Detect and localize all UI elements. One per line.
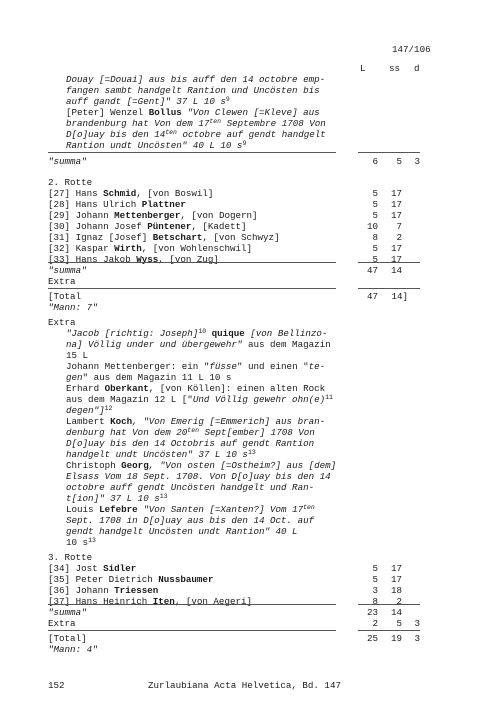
amount-l: 3 [372,585,378,596]
extra-label: Extra [48,276,76,287]
section-title: 3. Rotte [48,552,93,563]
amount-ss: 17 [390,243,402,254]
amount-ss: 17 [390,574,402,585]
total-l: 25 [366,633,378,644]
amount-l: 10 [366,221,378,232]
extra-ss: 5 [396,618,402,629]
text-line: Elsass Vom 18 Sept. 1708. Von D[o]uay bis den 14 [66,471,331,482]
text-line: octobre auff gendt Uncösten handgelt und Ran- [66,482,315,493]
amount-ss: 2 [396,232,402,243]
total-d: 3 [414,633,420,644]
text-line: [Peter] Wenzel Bollus "Von Clewen [=Kleve] aus [66,107,320,118]
summa-label: "summa" [48,265,87,276]
text-line: Johann Mettenberger: ein "füsse" und einen "te- [66,361,326,372]
text-line: Louis Lefebre "Von Santen [=Xanten?] Vom $17^{ten}$ [66,504,315,515]
column-header-d: d [414,63,420,74]
total-l: 47 [366,291,378,302]
text-line: 15 L [66,350,89,361]
amount-l: 5 [372,188,378,199]
sum-divider [358,630,420,631]
amount-ss: 17 [390,254,402,265]
roster-entry: [36] Johann Triessen [48,585,159,596]
text-line: D[o]uay bis den $14^{ten}$ octobre auf gendt handgelt [66,129,326,140]
text-line: Douay [=Douai] aus bis auff den 14 octobre emp- [66,74,326,85]
roster-entry: [33] Hans Jakob Wyss, [von Zug] [48,254,219,265]
extra-label: Extra [48,618,76,629]
amount-l: 5 [372,563,378,574]
amount-l: 8 [372,596,378,607]
page-reference: 147/106 [392,44,431,55]
total-label: [Total [48,291,82,302]
roster-entry: [28] Hans Ulrich Plattner [48,199,186,210]
text-line: na] Völlig under und übergewehr" aus dem Magazin [66,339,331,350]
roster-entry: [29] Johann Mettenberger, [von Dogern] [48,210,258,221]
sum-divider [358,152,420,153]
text-line: Erhard Oberkant, [von Köllen]: einen alten Rock [66,383,326,394]
mann-count: "Mann: 4" [48,644,98,655]
summa-ss: 5 [396,156,402,167]
summa-l: 6 [372,156,378,167]
amount-ss: 2 [396,596,402,607]
amount-ss: 17 [390,563,402,574]
extra-title: Extra [48,317,76,328]
text-line: "Jacob [richtig: Joseph]$^{10}$ quique [von Bellinzo- [66,328,328,339]
summa-label: "summa" [48,156,87,167]
column-header-ss: ss [389,63,401,74]
total-ss: 19 [390,633,402,644]
text-line: Lambert Koch, "Von Emerig [=Emmerich] aus bran- [66,416,326,427]
roster-entry: [30] Johann Josef Püntener, [Kadett] [48,221,247,232]
amount-ss: 17 [390,188,402,199]
divider [48,288,336,289]
text-line: gendt handgelt Uncösten undt Rantion" 40 L [66,526,298,537]
summa-d: 3 [414,156,420,167]
summa-ss: 14 [390,607,402,618]
text-line: t[ion]" 37 L 10 $s^{13}$ [66,493,168,504]
roster-entry: [31] Ignaz [Josef] Betschart, [von Schwyz] [48,232,280,243]
amount-l: 5 [372,210,378,221]
text-line: Rantion undt Uncösten" 40 L 10 $s^9$ [66,140,247,151]
running-footer: Zurlaubiana Acta Helvetica, Bd. 147 [148,680,341,691]
extra-l: 2 [372,618,378,629]
text-line: D[o]uay bis den 14 Octobris auf gendt Rantion [66,438,315,449]
amount-l: 8 [372,232,378,243]
amount-ss: 18 [390,585,402,596]
sum-divider [358,288,420,289]
divider [48,152,336,153]
text-line: Sept. 1708 in D[o]uay aus bis den 14 Oct. auf [66,515,315,526]
divider [48,630,336,631]
amount-ss: 17 [390,199,402,210]
amount-l: 5 [372,574,378,585]
extra-d: 3 [414,618,420,629]
sum-divider [358,604,420,605]
summa-l: 23 [366,607,378,618]
total-label: [Total] [48,633,87,644]
text-line: fangen sambt handgelt Rantion und Uncösten bis [66,85,320,96]
amount-ss: 17 [390,210,402,221]
text-line: aus dem Magazin 12 L ["Und Völlig gewehr $ohn(e)^{11}$ [66,394,333,405]
text-line: auff gandt [=Gent]" 37 L 10 $s^9$ [66,96,230,107]
text-line: degen"]$^{12}$ [66,405,113,416]
text-line: gen" aus dem Magazin 11 L 10 s [66,372,232,383]
text-line: handgelt undt Uncösten" 37 L 10 $s^{13}$ [66,449,256,460]
amount-l: 5 [372,254,378,265]
summa-l: 47 [366,265,378,276]
sum-divider [358,262,420,263]
roster-entry: [35] Peter Dietrich Nussbaumer [48,574,214,585]
text-line: Christoph Georg, "Von osten [=Ostheim?] aus [dem] [66,460,337,471]
section-title: 2. Rotte [48,177,93,188]
page-number: 152 [48,680,65,691]
amount-l: 5 [372,199,378,210]
roster-entry: [37] Hans Heinrich Iten, [von Aegeri] [48,596,253,607]
roster-entry: [34] Jost Sidler [48,563,137,574]
total-ss: 14] [391,291,408,302]
text-line: 10 $s^{13}$ [66,537,96,548]
text-line: brandenburg hat Von dem $17^{ten}$ Septembre 1708 Von [66,118,326,129]
amount-l: 5 [372,243,378,254]
divider [48,262,336,263]
divider [48,604,336,605]
summa-label: "summa" [48,607,87,618]
roster-entry: [27] Hans Schmid, [von Boswil] [48,188,214,199]
roster-entry: [32] Kaspar Wirth, [von Wohlenschwil] [48,243,253,254]
mann-count: "Mann: 7" [48,302,98,313]
column-header-l: L [360,63,366,74]
amount-ss: 7 [396,221,402,232]
text-line: denburg hat Von dem $20^{ten}$ Sept[ember] 1708 Von [66,427,315,438]
summa-ss: 14 [390,265,402,276]
